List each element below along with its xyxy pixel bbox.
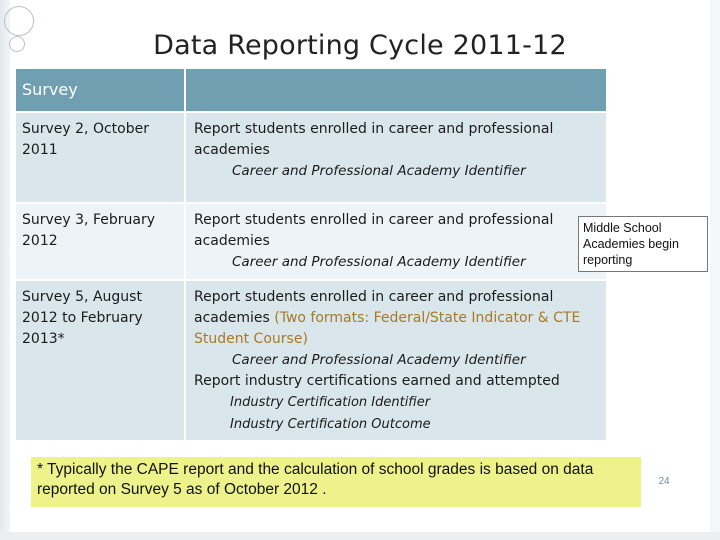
middle-school-callout: Middle School Academies begin reporting — [578, 216, 708, 272]
description-line — [194, 287, 598, 350]
certification-outcome-line: Industry Certification Outcome — [230, 417, 431, 432]
certification-identifier-line: Industry Certification Identifier — [230, 395, 431, 410]
reporting-table — [16, 69, 606, 440]
table-row — [16, 202, 606, 279]
table-row — [16, 111, 606, 202]
certification-line: Report industry certifications earned and attempted — [194, 373, 560, 389]
slide-bottom-border — [0, 532, 720, 540]
description-line: Report students enrolled in career and professional academies — [194, 212, 554, 249]
description-cell — [186, 204, 606, 279]
description-line: Report students enrolled in career and professional academies — [194, 121, 554, 158]
survey-cell: Survey 2, October 2011 — [16, 113, 186, 202]
survey-cell: Survey 3, February 2012 — [16, 204, 186, 279]
page-number: 24 — [658, 476, 670, 487]
identifier-line: Career and Professional Academy Identifier — [232, 163, 526, 179]
footnote: * Typically the CAPE report and the calculation of school grades is based on data reported on Survey 5 as of October 2012 . — [31, 457, 641, 507]
slide-title: Data Reporting Cycle 2011-12 — [153, 30, 567, 61]
identifier-line: Career and Professional Academy Identifier — [232, 352, 526, 368]
survey-cell: Survey 5, August 2012 to February 2013* — [16, 281, 186, 440]
format-note: (Two formats: Federal/State Indicator & CTE Student Course) — [194, 310, 581, 347]
description-cell — [186, 281, 606, 440]
header-survey: Survey — [16, 69, 186, 111]
identifier-line: Career and Professional Academy Identifier — [232, 254, 526, 270]
table-row — [16, 279, 606, 440]
description-cell — [186, 113, 606, 202]
header-description — [186, 69, 606, 111]
description-text: Report students enrolled in career and professional academies — [194, 289, 554, 326]
slide-left-border — [0, 0, 10, 540]
slide-right-border — [710, 0, 720, 540]
table-header-row — [16, 69, 606, 111]
